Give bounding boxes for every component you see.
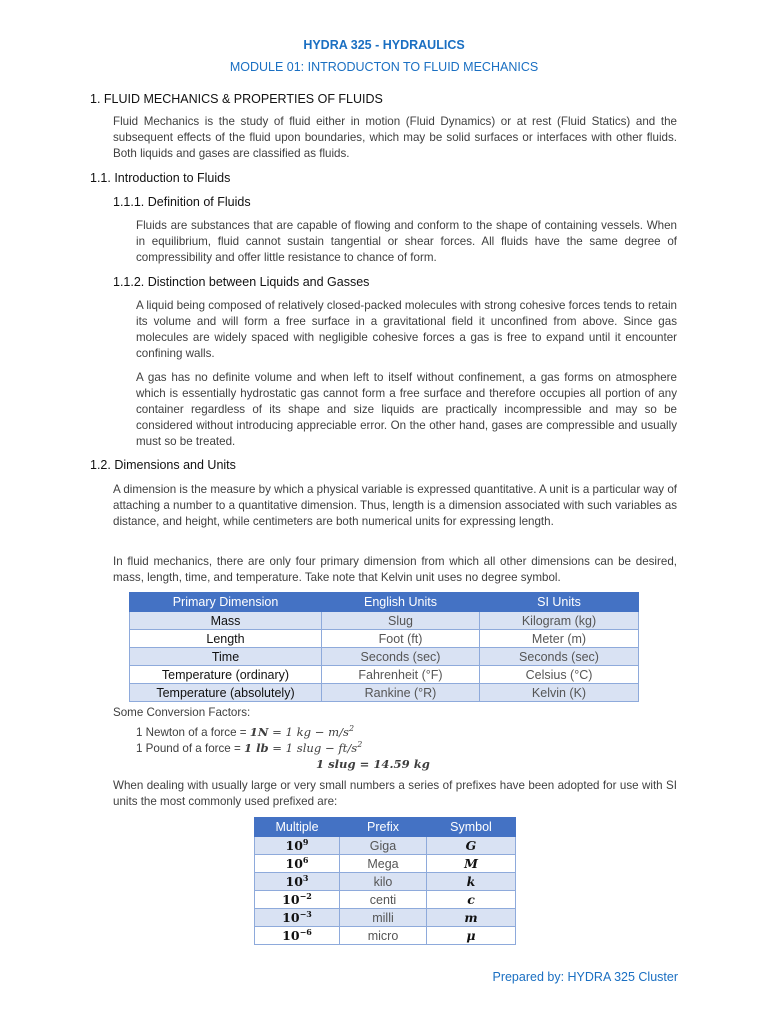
section-1-2-paragraph-2: In fluid mechanics, there are only four primary dimension from which all other dimensions can be desired, mass, length, time, and temperature. Take note that Kelvin unit uses no degree symbol. — [113, 555, 677, 584]
conversion-pound-prefix: 1 Pound of a force = — [136, 742, 244, 755]
table-row — [255, 873, 516, 891]
conversion-label: Some Conversion Factors: — [113, 706, 251, 719]
conversion-slug: 1 slug = 14.59 kg — [316, 757, 430, 771]
multiple-cell: $10^3$ — [255, 873, 340, 891]
table-cell: Time — [130, 648, 322, 666]
table-cell: Temperature (ordinary) — [130, 666, 322, 684]
table-row — [130, 666, 639, 684]
prefix-cell: centi — [340, 891, 427, 909]
table-cell: Slug — [322, 612, 480, 630]
prefixes-table — [254, 817, 516, 945]
section-heading-1-1: 1.1. Introduction to Fluids — [90, 171, 231, 185]
conversion-pound-lhs: 1 lb — [243, 741, 269, 755]
conversion-pound — [136, 740, 362, 757]
symbol-cell: M — [427, 855, 516, 873]
table-cell: Length — [130, 630, 322, 648]
prefix-cell: milli — [340, 909, 427, 927]
section-heading-1-1-1: 1.1.1. Definition of Fluids — [113, 195, 251, 209]
table-cell: Seconds (sec) — [322, 648, 480, 666]
multiple-cell: $10^{-2}$ — [255, 891, 340, 909]
prefix-intro-paragraph: When dealing with usually large or very small numbers a series of prefixes have been adopted for use with SI units the most commonly used prefixed are: — [113, 779, 677, 808]
conversion-newton-rhs: = 1 kg − m/s — [268, 725, 349, 739]
table-cell: Rankine (°R) — [322, 684, 480, 702]
table-cell: Seconds (sec) — [480, 648, 639, 666]
prefix-cell: micro — [340, 927, 427, 945]
table-cell: Temperature (absolutely) — [130, 684, 322, 702]
conversion-newton-prefix: 1 Newton of a force = — [136, 726, 250, 739]
table-row — [130, 612, 639, 630]
section-1-1-2-paragraph-2: A gas has no definite volume and when left to itself without confinement, a gas forms on atmosphere which is essentially hydrostatic gas cannot form a free surface and therefore occupies all portion of any container regardless of its shape and size liquids are practically incompressible and may so be considered without introducing appreciable error. On the other hand, gases are compressible and usually must so be treated. — [136, 371, 677, 448]
table-header-row — [130, 593, 639, 612]
section-1-2-paragraph-1: A dimension is the measure by which a physical variable is expressed quantitative. A unit is a particular way of attaching a number to a quantitative dimension. Thus, length is a dimension associated with such variables as distance, and height, while centimeters are both numerical units for expressing length. — [113, 483, 677, 528]
table-cell: Foot (ft) — [322, 630, 480, 648]
table-row — [255, 927, 516, 945]
multiple-cell: $10^6$ — [255, 855, 340, 873]
table-row — [255, 909, 516, 927]
table-row — [255, 855, 516, 873]
document-subtitle: MODULE 01: INTRODUCTON TO FLUID MECHANICS — [229, 60, 539, 74]
conversion-pound-exponent: 2 — [357, 740, 363, 749]
table-cell: Meter (m) — [480, 630, 639, 648]
prefix-cell: Giga — [340, 837, 427, 855]
symbol-cell: k — [427, 873, 516, 891]
symbol-cell: m — [427, 909, 516, 927]
footer-prepared-by: Prepared by: HYDRA 325 Cluster — [492, 970, 678, 984]
conversion-newton-lhs: 1N — [249, 725, 269, 739]
section-1-1-1-paragraph: Fluids are substances that are capable of flowing and conform to the shape of containing vessels. When in equilibrium, fluid cannot sustain tangential or shear forces. All fluids have the same degree of compressibility and offer little resistance to chance of form. — [136, 219, 677, 264]
table-row — [255, 891, 516, 909]
section-1-1-2-paragraph-1: A liquid being composed of relatively closed-packed molecules with strong cohesive forces tends to retain its volume and will form a free surface in a gravitational field it unconfined from above. Since gas molecules are widely spaced with negligible cohesive forces a gas is free to expand until it encounter confining walls. — [136, 299, 677, 360]
conversion-newton-exponent: 2 — [348, 724, 355, 733]
table-cell: Fahrenheit (°F) — [322, 666, 480, 684]
conversion-pound-rhs: = 1 slug − ft/s — [268, 741, 358, 755]
section-heading-1-1-2: 1.1.2. Distinction between Liquids and Gasses — [113, 275, 370, 289]
conversion-newton — [136, 724, 354, 741]
table-header-cell: SI Units — [480, 593, 639, 612]
document-title: HYDRA 325 - HYDRAULICS — [303, 38, 465, 52]
symbol-cell: G — [427, 837, 516, 855]
section-heading-1: 1. FLUID MECHANICS & PROPERTIES OF FLUIDS — [90, 92, 383, 106]
table-row — [255, 837, 516, 855]
table-row — [130, 648, 639, 666]
multiple-cell: $10^9$ — [255, 837, 340, 855]
prefix-cell: kilo — [340, 873, 427, 891]
table-cell: Celsius (°C) — [480, 666, 639, 684]
table-header-cell: Multiple — [255, 818, 340, 837]
table-header-cell: English Units — [322, 593, 480, 612]
symbol-cell: c — [427, 891, 516, 909]
prefix-cell: Mega — [340, 855, 427, 873]
table-row — [130, 684, 639, 702]
section-heading-1-2: 1.2. Dimensions and Units — [90, 458, 236, 472]
table-cell: Kilogram (kg) — [480, 612, 639, 630]
table-header-row — [255, 818, 516, 837]
table-cell: Kelvin (K) — [480, 684, 639, 702]
multiple-cell: $10^{-3}$ — [255, 909, 340, 927]
table-header-cell: Primary Dimension — [130, 593, 322, 612]
symbol-cell: μ — [427, 927, 516, 945]
dimensions-table — [129, 592, 639, 702]
table-header-cell: Prefix — [340, 818, 427, 837]
section-1-paragraph: Fluid Mechanics is the study of fluid either in motion (Fluid Dynamics) or at rest (Fluid Statics) and the subsequent effects of the fluid upon boundaries, which may be solid surfaces or interfaces with other fluids. Both liquids and gases are classified as fluids. — [113, 115, 677, 160]
table-row — [130, 630, 639, 648]
table-header-cell: Symbol — [427, 818, 516, 837]
multiple-cell: $10^{-6}$ — [255, 927, 340, 945]
table-cell: Mass — [130, 612, 322, 630]
